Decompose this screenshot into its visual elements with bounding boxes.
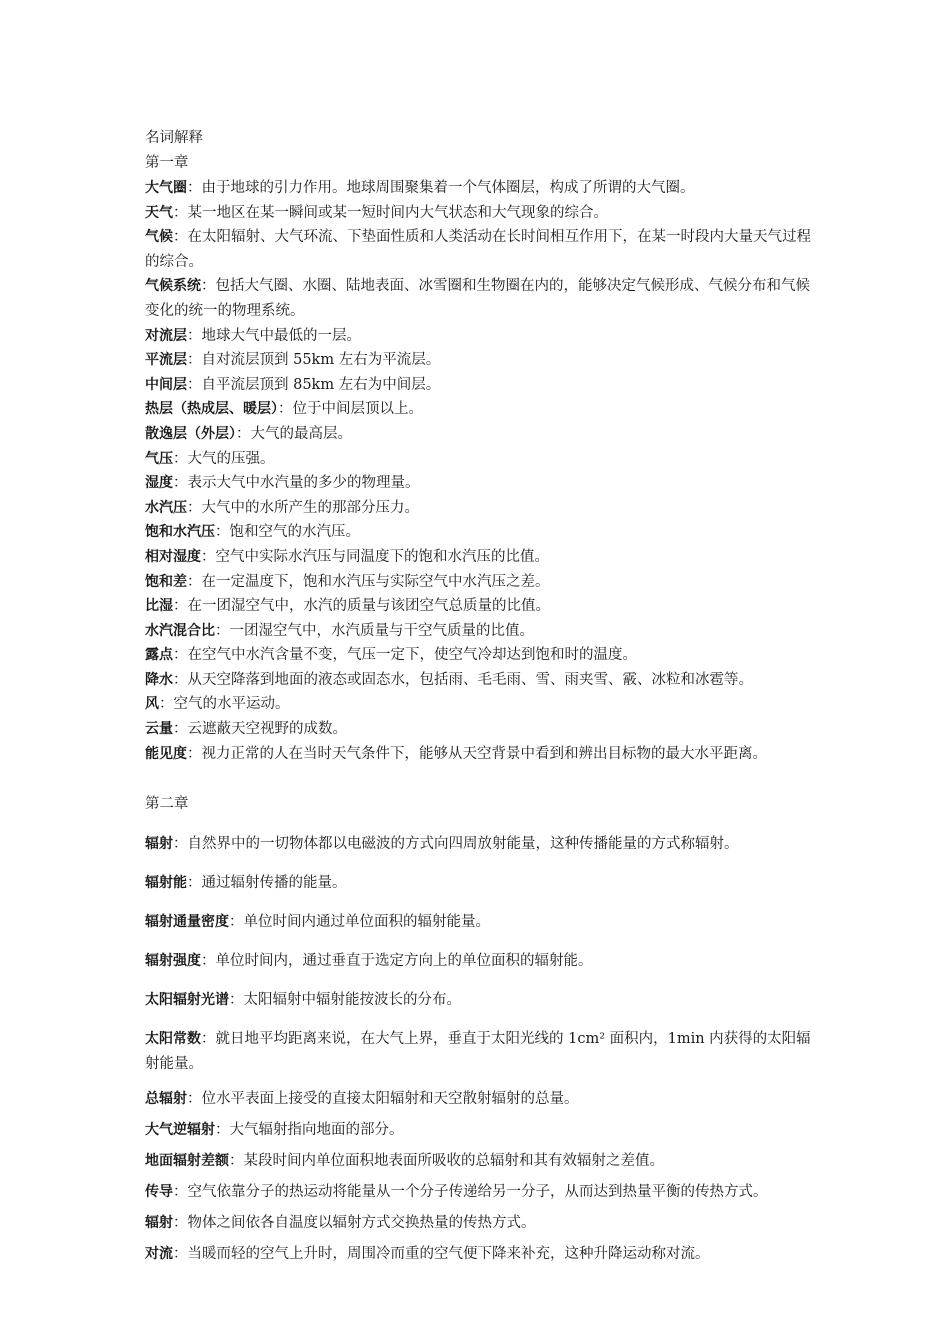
term: 对流 [145,1246,173,1263]
definition-entry [145,348,813,373]
definition: ：通过辐射传播的能量。 [187,874,347,891]
definition: ：单位时间内，通过垂直于选定方向上的单位面积的辐射能。 [201,953,593,970]
definition-entry [145,176,813,201]
definition-entry [145,717,813,742]
chapter-2-title: 第二章 [145,796,189,813]
definition-entry [145,1215,813,1232]
definition: ：大气辐射指向地面的部分。 [215,1122,404,1138]
definition-entry [145,692,813,717]
definition-entry [145,832,813,857]
chapter-2-compact-entries [145,1091,813,1263]
term: 云量 [145,721,173,738]
term: 相对湿度 [145,548,201,565]
definition: ：在一团湿空气中，水汽的质量与该团空气总质量的比值。 [173,598,550,615]
definition-entry [145,594,813,619]
definition-entry [145,496,813,521]
definition: ：某段时间内单位面积地表面所吸收的总辐射和其有效辐射之差值。 [229,1153,664,1170]
term: 总辐射 [145,1090,187,1107]
definition-entry [145,520,813,545]
term: 中间层 [145,376,187,393]
definition: ：包括大气圈、水圈、陆地表面、冰雪圈和生物圈在内的，能够决定气候形成、气候分布和气候变化的统一的物理系统。 [145,278,810,319]
definition-entry [145,871,813,896]
definition-entry [145,201,813,226]
term: 饱和差 [145,573,187,590]
term: 湿度 [145,475,173,492]
definition: ：就日地平均距离来说，在大气上界，垂直于太阳光线的 1cm² 面积内，1min 内获得的太阳辐射能量。 [145,1031,811,1072]
definition: ：在一定温度下，饱和水汽压与实际空气中水汽压之差。 [187,573,550,590]
definition: ：在太阳辐射、大气环流、下垫面性质和人类活动在长时间相互作用下，在某一时段内大量天气过程的综合。 [145,229,811,270]
definition-entry [145,619,813,644]
term: 降水 [145,671,173,688]
term: 辐射 [145,835,173,852]
definition-entry [145,1091,813,1108]
definition: ：云遮蔽天空视野的成数。 [173,721,347,738]
definition-entry [145,397,813,422]
definition-entry [145,1027,813,1076]
term: 气压 [145,450,173,467]
term: 平流层 [145,352,187,369]
term: 散逸层（外层） [145,425,236,442]
definition-entry [145,324,813,349]
term: 露点 [145,647,173,664]
definition-entry [145,373,813,398]
definition: ：位水平表面上接受的直接太阳辐射和天空散射辐射的总量。 [187,1090,579,1107]
definition-entry [145,742,813,767]
term: 气候 [145,229,173,246]
definition-entry [145,988,813,1013]
definition: ：自平流层顶到 85km 左右为中间层。 [187,376,441,393]
term: 大气圈 [145,180,187,196]
chapter-1-title: 第一章 [145,155,189,171]
definition-entry [145,643,813,668]
term: 饱和水汽压 [145,524,215,541]
definition-entry [145,570,813,595]
definition-entry [145,949,813,974]
term: 天气 [145,204,173,221]
definition: ：空气依靠分子的热运动将能量从一个分子传递给另一分子，从而达到热量平衡的传热方式。 [173,1184,768,1201]
term: 地面辐射差额 [145,1153,229,1170]
definition: ：自对流层顶到 55km 左右为平流层。 [187,352,441,369]
definition: ：表示大气中水汽量的多少的物理量。 [173,475,420,492]
term: 热层（热成层、暖层） [145,401,278,418]
definition-entry [145,422,813,447]
definition: ：从天空降落到地面的液态或固态水，包括雨、毛毛雨、雪、雨夹雪、霰、冰粒和冰雹等。 [173,671,753,688]
term: 能见度 [145,745,187,762]
definition-entry [145,274,813,323]
definition-entry [145,545,813,570]
definition-entry [145,225,813,274]
term: 辐射 [145,1215,173,1232]
definition: ：太阳辐射中辐射能按波长的分布。 [229,992,461,1009]
term: 水汽压 [145,499,187,516]
definition: ：自然界中的一切物体都以电磁波的方式向四周放射能量，这种传播能量的方式称辐射。 [173,835,739,852]
definition: ：在空气中水汽含量不变，气压一定下，使空气冷却达到饱和时的温度。 [173,647,637,664]
definition: ：当暖而轻的空气上升时，周围冷而重的空气便下降来补充，这种升降运动称对流。 [173,1246,710,1263]
definition: ：由于地球的引力作用。地球周围聚集着一个气体圈层，构成了所谓的大气圈。 [187,180,695,196]
definition-entry [145,1153,813,1170]
definition: ：单位时间内通过单位面积的辐射能量。 [229,913,490,930]
definition: ：某一地区在某一瞬间或某一短时间内大气状态和大气现象的综合。 [173,204,608,221]
term: 比湿 [145,598,173,615]
definition: ：视力正常的人在当时天气条件下，能够从天空背景中看到和辨出目标物的最大水平距离。 [187,745,767,762]
term: 辐射强度 [145,953,201,970]
definition: ：地球大气中最低的一层。 [187,327,361,344]
term: 太阳常数 [145,1031,201,1048]
term: 太阳辐射光谱 [145,992,229,1009]
definition-entry [145,447,813,472]
term: 传导 [145,1184,173,1201]
definition: ：一团湿空气中，水汽质量与干空气质量的比值。 [215,622,534,639]
document-body [145,126,813,1264]
term: 对流层 [145,327,187,344]
term: 风 [145,696,159,713]
term: 水汽混合比 [145,622,215,639]
definition: ：物体之间依各自温度以辐射方式交换热量的传热方式。 [173,1215,536,1232]
definition: ：大气的压强。 [173,450,275,467]
term: 辐射通量密度 [145,913,229,930]
definition: ：空气中实际水汽压与同温度下的饱和水汽压的比值。 [201,548,549,565]
definition-entry [145,1246,813,1263]
definition-entry [145,668,813,693]
definition: ：空气的水平运动。 [159,696,290,713]
section-gap [145,766,813,792]
definition-entry [145,471,813,496]
term: 气候系统 [145,278,201,295]
term: 辐射能 [145,874,187,891]
definition: ：位于中间层顶以上。 [278,401,423,418]
definition-entry [145,1184,813,1201]
definition: ：大气中的水所产生的那部分压力。 [187,499,419,516]
definition-entry [145,910,813,935]
chapter-1-entries [145,176,813,766]
document-heading: 名词解释 [145,130,203,146]
term: 大气逆辐射 [145,1122,215,1138]
definition: ：大气的最高层。 [236,425,352,442]
definition-entry [145,1122,813,1139]
definition: ：饱和空气的水汽压。 [215,524,360,541]
chapter-2-entries [145,832,813,1077]
